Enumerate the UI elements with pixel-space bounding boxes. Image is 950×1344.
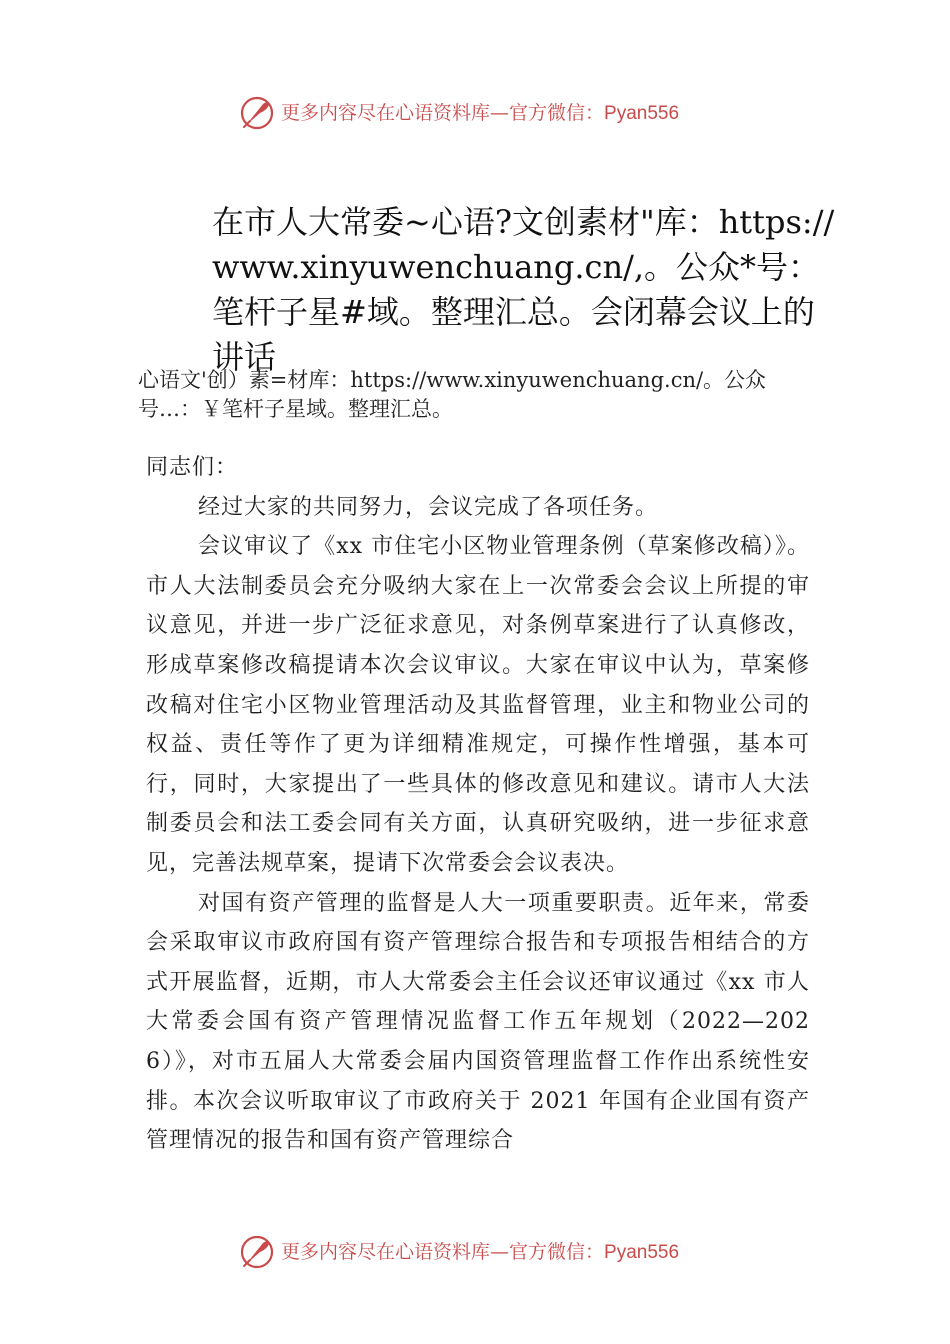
quill-logo-icon (238, 94, 276, 132)
banner-label: 更多内容尽在心语资料库—官方微信： (281, 102, 605, 124)
banner-account: Pyan556 (604, 103, 680, 124)
salutation: 同志们： (146, 455, 239, 480)
document-title: 在市人大常委~心语?文创素材"库：https://www.xinyuwenchuang.cn/,。公众*号：笔杆子星#域。整理汇总。会闭幕会议上的讲话 (212, 203, 835, 376)
paragraph-2: 会议审议了《xx 市住宅小区物业管理条例（草案修改稿）》。市人大法制委员会充分吸纳大家在上一次常委会会议上所提的审议意见，并进一步广泛征求意见，对条例草案进行了认真修改，形成草案修改稿提请本次会议审议。大家在审议中认为，草案修改稿对住宅小区物业管理活动及其监督管理，业主和物业公司的权益、责任等作了更为详细精准规定，可操作性增强，基本可行，同时，大家提出了一些具体的修改意见和建议。请市人大法制委员会和法工委会同有关方面，认真研究吸纳，进一步征求意见，完善法规草案，提请下次常委会会议表决。 (146, 534, 810, 876)
document-body (146, 448, 810, 1161)
banner-account: Pyan556 (604, 1242, 680, 1263)
paragraph-3: 对国有资产管理的监督是人大一项重要职责。近年来，常委会采取审议市政府国有资产管理综合报告和专项报告相结合的方式开展监督，近期，市人大常委会主任会议还审议通过《xx 市人大常委会国有资产管理情况监督工作五年规划（2022—2026）》，对市五届人大常委会届内国资管理监督工作作出系统性安排。本次会议听取审议了市政府关于 2021 年国有企业国有资产管理情况的报告和国有资产管理综合 (146, 890, 810, 1154)
banner-label: 更多内容尽在心语资料库—官方微信： (281, 1241, 605, 1263)
banner-text (281, 101, 679, 126)
banner-text (281, 1240, 679, 1265)
document-subtitle: 心语文'创）素=材库：https://www.xinyuwenchuang.cn/。公众号…：￥笔杆子星域。整理汇总。 (138, 368, 767, 421)
paragraph-1: 经过大家的共同努力，会议完成了各项任务。 (198, 494, 659, 520)
footer-banner (0, 1231, 950, 1275)
header-banner (0, 92, 950, 136)
quill-logo-icon (238, 1233, 276, 1271)
